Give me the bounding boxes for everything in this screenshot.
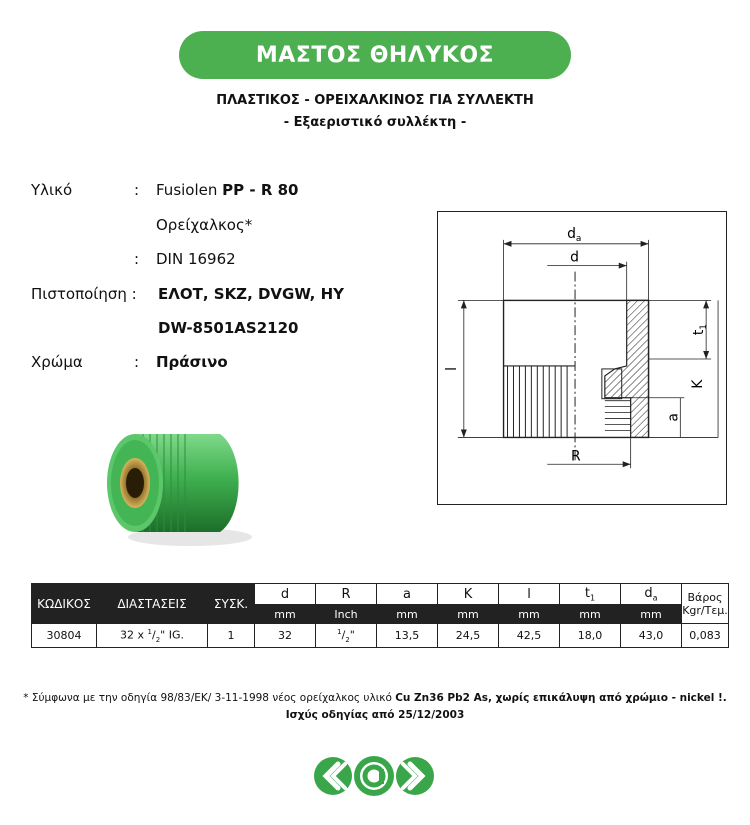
cell-code: 30804: [32, 624, 97, 648]
dim-r-label: R: [571, 448, 581, 465]
cell-r: $^1/_2$": [316, 624, 377, 648]
brand-logo-icon: [312, 755, 436, 797]
cell-dims: 32 x $^1/_2$" IG.: [97, 624, 208, 648]
product-photo: [95, 402, 265, 552]
cell-k: 24,5: [438, 624, 499, 648]
dim-k-label: K: [690, 379, 707, 389]
material-value-2: Ορείχαλκος*: [156, 216, 253, 234]
colon: :: [134, 353, 140, 371]
col-header-t1: $t_1$: [560, 584, 621, 605]
colon: :: [134, 250, 140, 268]
material-value: Fusiolen PP - R 80: [156, 181, 299, 199]
technical-drawing: [437, 211, 727, 505]
footnote-line2: Ισχύς οδηγίας από 25/12/2003: [285, 709, 465, 721]
color-label: Χρώμα: [31, 353, 83, 371]
certification-label: Πιστοποίηση :: [31, 285, 137, 303]
cell-t1: 18,0: [560, 624, 621, 648]
table-row: [32, 624, 729, 648]
unit-mm: mm: [377, 605, 438, 624]
certification-value: ΕΛΟΤ, SKZ, DVGW, HY: [158, 285, 345, 303]
col-header-dims: ΔΙΑΣΤΑΣΕΙΣ: [97, 584, 208, 624]
col-header-pack: ΣΥΣΚ.: [208, 584, 255, 624]
unit-mm: mm: [499, 605, 560, 624]
dim-t1-label: $t_1$: [691, 324, 710, 336]
color-value: Πράσινο: [156, 353, 228, 371]
unit-mm: mm: [438, 605, 499, 624]
unit-mm: mm: [255, 605, 316, 624]
dim-da-label: $d_a$: [567, 225, 582, 244]
colon: :: [134, 181, 140, 199]
col-header-k: K: [438, 584, 499, 605]
unit-mm: mm: [560, 605, 621, 624]
cell-da: 43,0: [621, 624, 682, 648]
dim-l-label: l: [443, 367, 460, 371]
page-title: ΜΑΣΤΟΣ ΘΗΛΥΚΟΣ: [179, 31, 571, 79]
cell-weight: 0,083: [682, 624, 729, 648]
footnote-line1: * Σύμφωνα με την οδηγία 98/83/ΕΚ/ 3-11-1998 νέος ορείχαλκος υλικό Cu Zn36 Pb2 As, χωρίς επικάλυψη από χρώμιο - nickel !.: [23, 692, 727, 704]
material-value-3: DIN 16962: [156, 250, 236, 268]
cell-d: 32: [255, 624, 316, 648]
material-label: Υλικό: [31, 181, 73, 199]
col-header-r: R: [316, 584, 377, 605]
cell-pack: 1: [208, 624, 255, 648]
col-header-d: d: [255, 584, 316, 605]
subtitle-line1: ΠΛΑΣΤΙΚΟΣ - ΟΡΕΙΧΑΛΚΙΝΟΣ ΓΙΑ ΣΥΛΛΕΚΤΗ: [216, 93, 534, 108]
unit-inch: Inch: [316, 605, 377, 624]
subtitle-line2: - Εξαεριστικό συλλέκτη -: [283, 115, 467, 130]
dim-d-label: d: [570, 249, 579, 266]
col-header-code: ΚΩΔΙΚΟΣ: [32, 584, 97, 624]
dim-a-label: a: [665, 413, 682, 422]
col-header-a: a: [377, 584, 438, 605]
cell-a: 13,5: [377, 624, 438, 648]
col-header-l: l: [499, 584, 560, 605]
spec-table: [31, 583, 729, 648]
unit-mm: mm: [621, 605, 682, 624]
cell-l: 42,5: [499, 624, 560, 648]
col-header-da: $d_a$: [621, 584, 682, 605]
certification-value-2: DW-8501AS2120: [158, 319, 299, 337]
col-header-weight: Βάρος Kgr/Τεμ.: [682, 584, 729, 624]
